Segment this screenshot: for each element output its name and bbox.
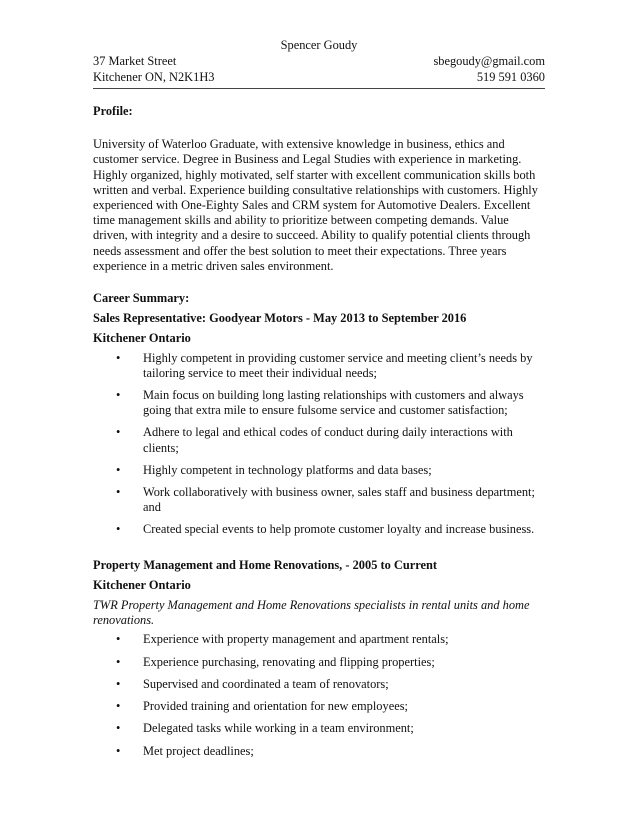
list-item: • Met project deadlines; [116, 743, 254, 758]
contact-row-1 [93, 54, 545, 70]
list-item: • Adhere to legal and ethical codes of conduct during daily interactions with clients; [116, 425, 513, 455]
bullet-icon: • [116, 388, 121, 403]
city-postal: Kitchener ON, N2K1H3 [93, 69, 215, 84]
bullet-icon: • [116, 676, 121, 691]
list-item: • Highly competent in technology platforms and data bases; [116, 462, 432, 477]
job-location-property: Kitchener Ontario [93, 577, 191, 592]
list-item: • Delegated tasks while working in a team environment; [116, 721, 414, 736]
bullet-icon: • [116, 721, 121, 736]
bullet-icon: • [116, 462, 121, 477]
job-bullets-goodyear [93, 351, 545, 538]
list-item: • Created special events to help promote customer loyalty and increase business. [116, 522, 535, 537]
list-item: • Main focus on building long lasting relationships with customers and always going that extra mile to ensure fulsome service and customer satisfaction; [116, 388, 524, 418]
job-title-goodyear: Sales Representative: Goodyear Motors - May 2013 to September 2016 [93, 311, 467, 326]
bullet-icon: • [116, 632, 121, 647]
list-item: • Experience purchasing, renovating and flipping properties; [116, 654, 435, 669]
bullet-icon: • [116, 485, 121, 500]
list-item: • Provided training and orientation for new employees; [116, 699, 408, 714]
bullet-icon: • [116, 350, 121, 365]
bullet-icon: • [116, 425, 121, 440]
job-bullets-property [93, 632, 545, 758]
list-item: • Experience with property management and apartment rentals; [116, 632, 449, 647]
candidate-name: Spencer Goudy [280, 38, 358, 52]
bullet-icon: • [116, 699, 121, 714]
resume-page [93, 38, 545, 766]
contact-row-2 [93, 70, 545, 86]
header-divider [93, 88, 545, 89]
profile-paragraph: University of Waterloo Graduate, with extensive knowledge in business, ethics and customer service. Degree in Business and Legal Studies with experience in marketing. Highly organized, highly motivated, self starter with excellent communication skills both written and verbal. Experience building consultative relationships with customers. Highly experienced with One-Eighty Sales and CRM system for Automotive Dealers. Excellent time management skills and ability to prioritize between competing demands. Value driven, with integrity and a desire to succeed. Ability to qualify potential clients through needs assessment and offer the best solution to meet their expectations. Three years experience in a metric driven sales environment. [93, 137, 538, 273]
career-summary-heading: Career Summary: [93, 291, 190, 306]
phone-number: 519 591 0360 [476, 69, 545, 84]
job-location-goodyear: Kitchener Ontario [93, 331, 191, 346]
list-item: • Work collaboratively with business owner, sales staff and business department; and [116, 485, 535, 515]
list-item: • Highly competent in providing customer service and meeting client’s needs by tailoring service to meet their individual needs; [116, 350, 533, 380]
bullet-icon: • [116, 522, 121, 537]
job-title-property: Property Management and Home Renovations, - 2005 to Current [93, 557, 438, 572]
bullet-icon: • [116, 654, 121, 669]
job-description-property: TWR Property Management and Home Renovations specialists in rental units and home renovations. [93, 598, 530, 628]
email-address: sbegoudy@gmail.com [433, 54, 545, 68]
bullet-icon: • [116, 743, 121, 758]
street-address: 37 Market Street [93, 54, 177, 68]
profile-heading: Profile: [93, 104, 133, 118]
list-item: • Supervised and coordinated a team of renovators; [116, 676, 389, 691]
